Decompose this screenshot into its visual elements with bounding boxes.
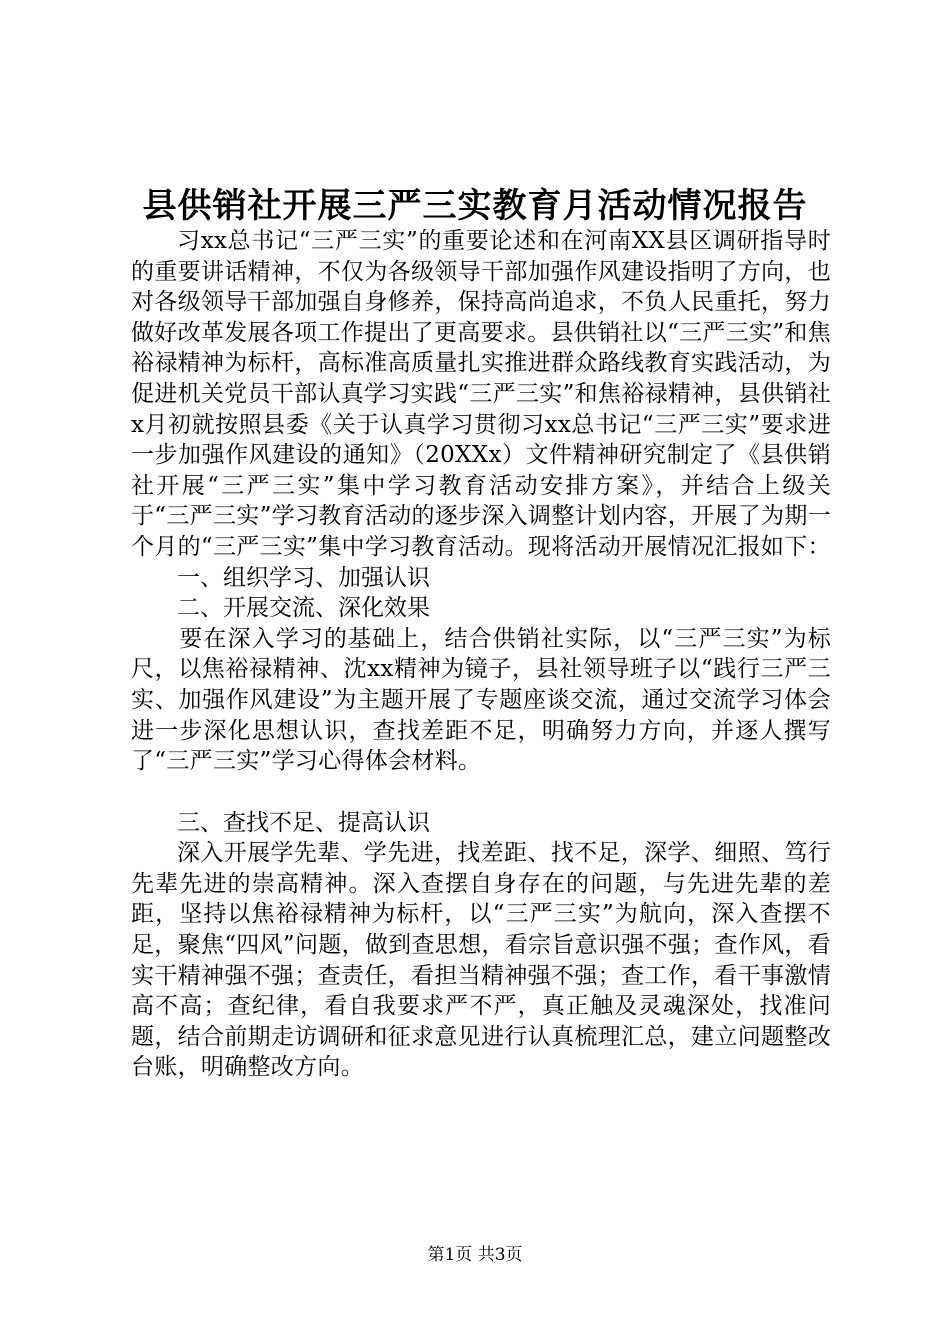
document-body (131, 226, 831, 1083)
section-heading-2: 二、开展交流、深化效果 (177, 595, 430, 622)
document-title: 县供销社开展三严三实教育月活动情况报告 (142, 186, 808, 226)
section-heading-1: 一、组织学习、加强认识 (177, 564, 430, 591)
page-footer: 第1页 共3页 (427, 1245, 523, 1265)
intro-paragraph: 习xx总书记“三严三实”的重要论述和在河南XX县区调研指导时的重要讲话精神，不仅为各级领导干部加强作风建设指明了方向，也对各级领导干部加强自身修养，保持高尚追求，不负人民重托，努力做好改革发展各项工作提出了更高要求。县供销社以“三严三实”和焦裕禄精神为标杆，高标准高质量扎实推进群众路线教育实践活动，为促进机关党员干部认真学习实践“三严三实”和焦裕禄精神，县供销社x月初就按照县委《关于认真学习贯彻习xx总书记“三严三实”要求进一步加强作风建设的通知》（20XXx）文件精神研究制定了《县供销社开展“三严三实”集中学习教育活动安排方案》，并结合上级关于“三严三实”学习教育活动的逐步深入调整计划内容，开展了为期一个月的“三严三实”集中学习教育活动。现将活动开展情况汇报如下： (131, 228, 831, 560)
section-heading-3: 三、查找不足、提高认识 (177, 809, 430, 836)
section-3-paragraph: 深入开展学先辈、学先进，找差距、找不足，深学、细照、笃行先辈先进的崇高精神。深入查摆自身存在的问题，与先进先辈的差距，坚持以焦裕禄精神为标杆，以“三严三实”为航向，深入查摆不足，聚焦“四风”问题，做到查思想，看宗旨意识强不强；查作风，看实干精神强不强；查责任，看担当精神强不强；查工作，看干事激情高不高；查纪律，看自我要求严不严，真正触及灵魂深处，找准问题，结合前期走访调研和征求意见进行认真梳理汇总，建立问题整改台账，明确整改方向。 (131, 840, 831, 1081)
paragraph-gap (131, 777, 831, 808)
section-2-paragraph: 要在深入学习的基础上，结合供销社实际，以“三严三实”为标尺，以焦裕禄精神、沈xx精神为镜子，县社领导班子以“践行三严三实、加强作风建设”为主题开展了专题座谈交流，通过交流学习体会进一步深化思想认识，查找差距不足，明确努力方向，并逐人撰写了“三严三实”学习心得体会材料。 (131, 625, 831, 775)
